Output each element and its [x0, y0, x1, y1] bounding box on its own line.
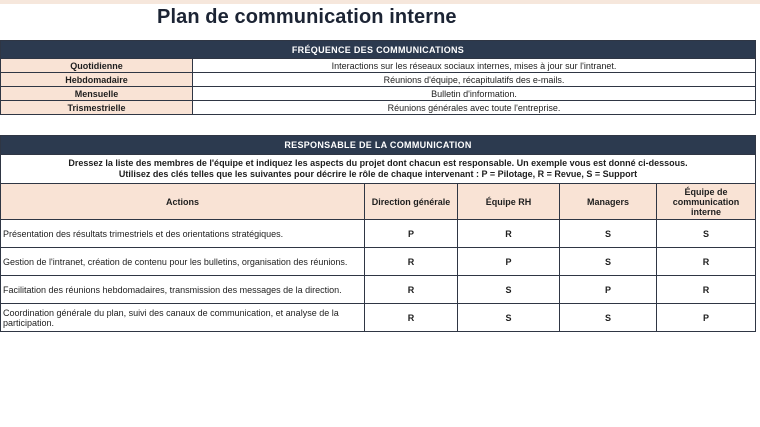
role-code-cell: S — [458, 276, 560, 304]
frequency-header: FRÉQUENCE DES COMMUNICATIONS — [1, 41, 756, 59]
column-header-direction: Direction générale — [365, 184, 458, 220]
table-row — [1, 304, 756, 332]
table-row — [1, 276, 756, 304]
responsibility-header: RESPONSABLE DE LA COMMUNICATION — [1, 136, 756, 155]
top-accent-band — [0, 0, 760, 4]
role-code-cell: P — [458, 248, 560, 276]
responsibility-instructions — [1, 155, 756, 184]
role-code-cell: S — [657, 220, 756, 248]
table-row — [1, 248, 756, 276]
role-code-cell: R — [365, 276, 458, 304]
column-header-managers: Managers — [560, 184, 657, 220]
frequency-row — [1, 87, 756, 101]
action-cell: Gestion de l'intranet, création de contenu pour les bulletins, organisation des réunions. — [1, 248, 365, 276]
role-code-cell: R — [365, 248, 458, 276]
frequency-row — [1, 73, 756, 87]
column-header-actions: Actions — [1, 184, 365, 220]
frequency-period: Trismestrielle — [1, 101, 193, 115]
action-cell: Facilitation des réunions hebdomadaires, transmission des messages de la direction. — [1, 276, 365, 304]
instructions-line-1: Dressez la liste des membres de l'équipe et indiquez les aspects du projet dont chacun est responsable. Un exemple vous est donné ci-dessous. — [68, 158, 688, 168]
role-code-cell: P — [365, 220, 458, 248]
frequency-period: Hebdomadaire — [1, 73, 193, 87]
frequency-period: Mensuelle — [1, 87, 193, 101]
instructions-line-2: Utilisez des clés telles que les suivantes pour décrire le rôle de chaque intervenant : P = Pilotage, R = Revue, S = Support — [118, 169, 638, 179]
role-code-cell: R — [657, 248, 756, 276]
responsibility-table — [0, 135, 756, 332]
role-code-cell: R — [365, 304, 458, 332]
role-code-cell: S — [458, 304, 560, 332]
table-row — [1, 220, 756, 248]
frequency-description: Bulletin d'information. — [193, 87, 756, 101]
frequency-row — [1, 59, 756, 73]
role-code-cell: P — [560, 276, 657, 304]
column-header-comms-team: Équipe de communication interne — [657, 184, 756, 220]
frequency-description: Interactions sur les réseaux sociaux internes, mises à jour sur l'intranet. — [193, 59, 756, 73]
role-code-cell: S — [560, 248, 657, 276]
role-code-cell: R — [657, 276, 756, 304]
action-cell: Coordination générale du plan, suivi des canaux de communication, et analyse de la participation. — [1, 304, 365, 332]
frequency-description: Réunions générales avec toute l'entreprise. — [193, 101, 756, 115]
page-title: Plan de communication interne — [157, 6, 457, 28]
role-code-cell: S — [560, 304, 657, 332]
role-code-cell: R — [458, 220, 560, 248]
frequency-period: Quotidienne — [1, 59, 193, 73]
frequency-row — [1, 101, 756, 115]
column-header-hr-team: Équipe RH — [458, 184, 560, 220]
frequency-table — [0, 40, 756, 115]
frequency-description: Réunions d'équipe, récapitulatifs des e-mails. — [193, 73, 756, 87]
role-code-cell: S — [560, 220, 657, 248]
action-cell: Présentation des résultats trimestriels et des orientations stratégiques. — [1, 220, 365, 248]
role-code-cell: P — [657, 304, 756, 332]
